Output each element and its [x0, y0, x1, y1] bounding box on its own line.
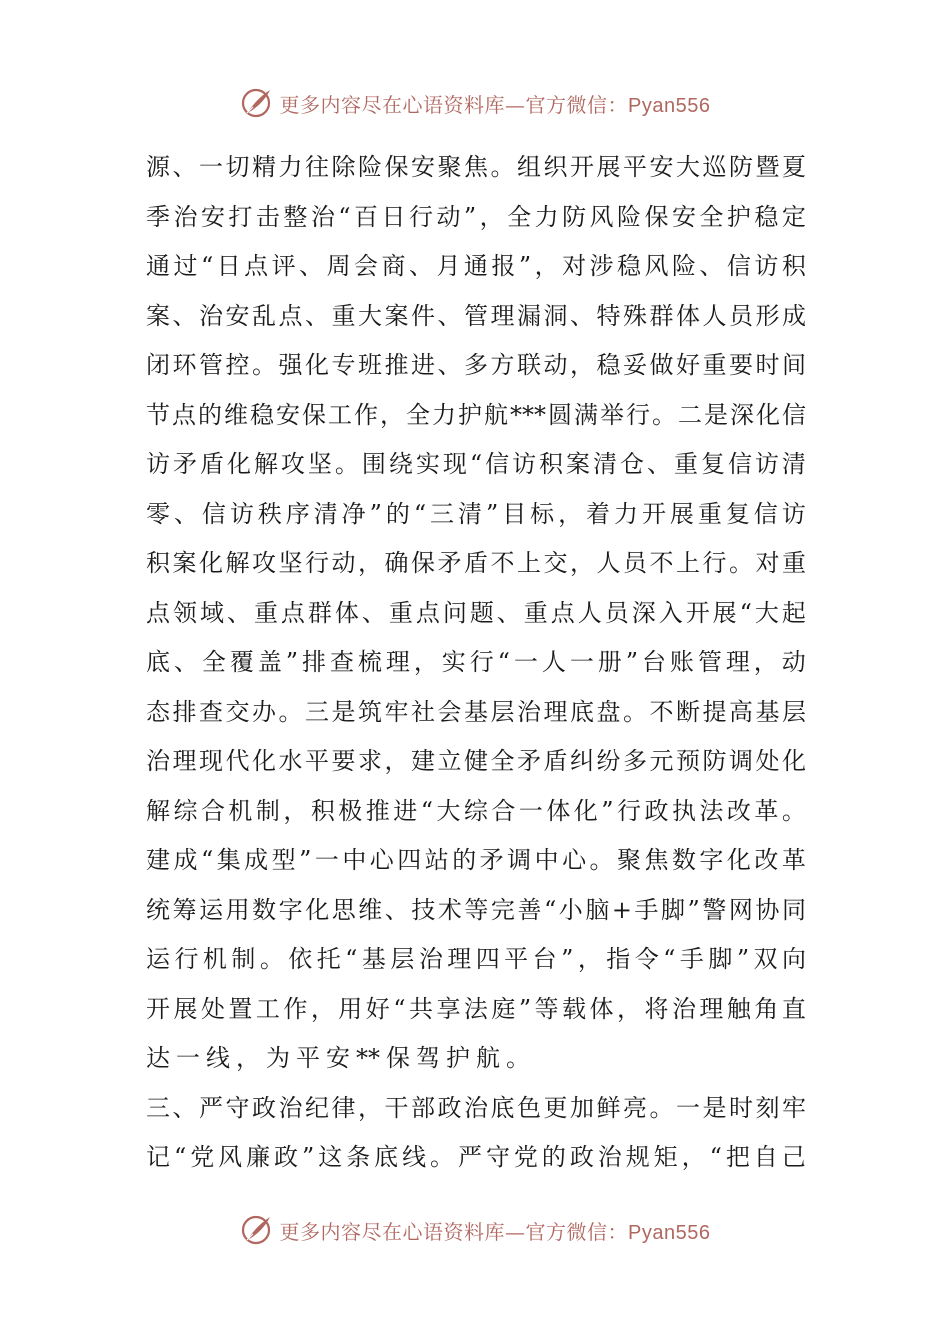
- text-line: 解 综 合 机 制 ， 积 极 推 进 “ 大 综 合 一 体 化 ” 行 政 执 法 改 革 。: [146, 796, 806, 825]
- text-line: 记 “ 党 风 廉 政 ” 这 条 底 线 。 严 守 党 的 政 治 规 矩 ， “ 把 自 己: [146, 1143, 806, 1171]
- text-line: 建 成 “ 集 成 型 ” 一 中 心 四 站 的 矛 调 中 心 。 聚 焦 数 字 化 改 革: [146, 846, 806, 874]
- text-line: 零 、 信 访 秩 序 清 净 ” 的 “ 三 清 ” 目 标 ， 着 力 开 展 重 复 信 访: [146, 499, 806, 528]
- header-watermark: [0, 83, 950, 123]
- quill-pen-logo-icon: [240, 1213, 274, 1247]
- text-line: 开 展 处 置 工 作 ， 用 好 “ 共 享 法 庭 ” 等 载 体 ， 将 治 理 触 角 直: [146, 994, 806, 1023]
- quill-pen-logo-icon: [240, 86, 274, 120]
- text-line: 通 过 “ 日 点 评 、 周 会 商 、 月 通 报 ” ， 对 涉 稳 风 险 、 信 访 积: [146, 252, 806, 280]
- text-line: 治 理 现 代 化 水 平 要 求 ， 建 立 健 全 矛 盾 纠 纷 多 元 预 防 调 处 化: [146, 747, 806, 775]
- watermark-text: 更多内容尽在心语资料库—官方微信：Pyan556: [279, 1219, 711, 1244]
- text-line: 底 、 全 覆 盖 ” 排 查 梳 理 ， 实 行 “ 一 人 一 册 ” 台 账 管 理 ， 动: [146, 648, 806, 676]
- text-line: 统 筹 运 用 数 字 化 思 维 、 技 术 等 完 善 “ 小 脑 + 手 脚 ” 警 网 协 同: [146, 895, 806, 924]
- text-line: 点 领 域 、 重 点 群 体 、 重 点 问 题 、 重 点 人 员 深 入 开 展 “ 大 起: [146, 598, 806, 627]
- watermark-text: 更多内容尽在心语资料库—官方微信：Pyan556: [279, 92, 711, 117]
- text-line: 季 治 安 打 击 整 治 “ 百 日 行 动 ” ， 全 力 防 风 险 保 安 全 护 稳 定: [146, 202, 806, 231]
- text-line: 节 点 的 维 稳 安 保 工 作 ， 全 力 护 航 *** 圆 满 举 行 。 二 是 深 化 信: [146, 400, 806, 429]
- text-line: 案 、 治 安 乱 点 、 重 大 案 件 、 管 理 漏 洞 、 特 殊 群 体 人 员 形 成: [146, 301, 806, 330]
- text-line: 访 矛 盾 化 解 攻 坚 。 围 绕 实 现 “ 信 访 积 案 清 仓 、 重 复 信 访 清: [146, 450, 806, 478]
- text-line: 运 行 机 制 。 依 托 “ 基 层 治 理 四 平 台 ” ， 指 令 “ 手 脚 ” 双 向: [146, 945, 806, 973]
- text-line: 三 、 严 守 政 治 纪 律 ， 干 部 政 治 底 色 更 加 鲜 亮 。 一 是 时 刻 牢: [146, 1093, 806, 1122]
- document-body: [146, 143, 806, 1183]
- footer-watermark: [0, 1210, 950, 1250]
- text-line: 达 一 线 ， 为 平 安 ** 保 驾 护 航 。: [146, 1044, 530, 1072]
- text-line: 源 、 一 切 精 力 往 除 险 保 安 聚 焦 。 组 织 开 展 平 安 大 巡 防 暨 夏: [146, 153, 806, 181]
- text-line: 态 排 查 交 办 。 三 是 筑 牢 社 会 基 层 治 理 底 盘 。 不 断 提 高 基 层: [146, 697, 806, 726]
- text-line: 积 案 化 解 攻 坚 行 动 ， 确 保 矛 盾 不 上 交 ， 人 员 不 上 行 。 对 重: [146, 549, 806, 577]
- text-line: 闭 环 管 控 。 强 化 专 班 推 进 、 多 方 联 动 ， 稳 妥 做 好 重 要 时 间: [146, 351, 806, 379]
